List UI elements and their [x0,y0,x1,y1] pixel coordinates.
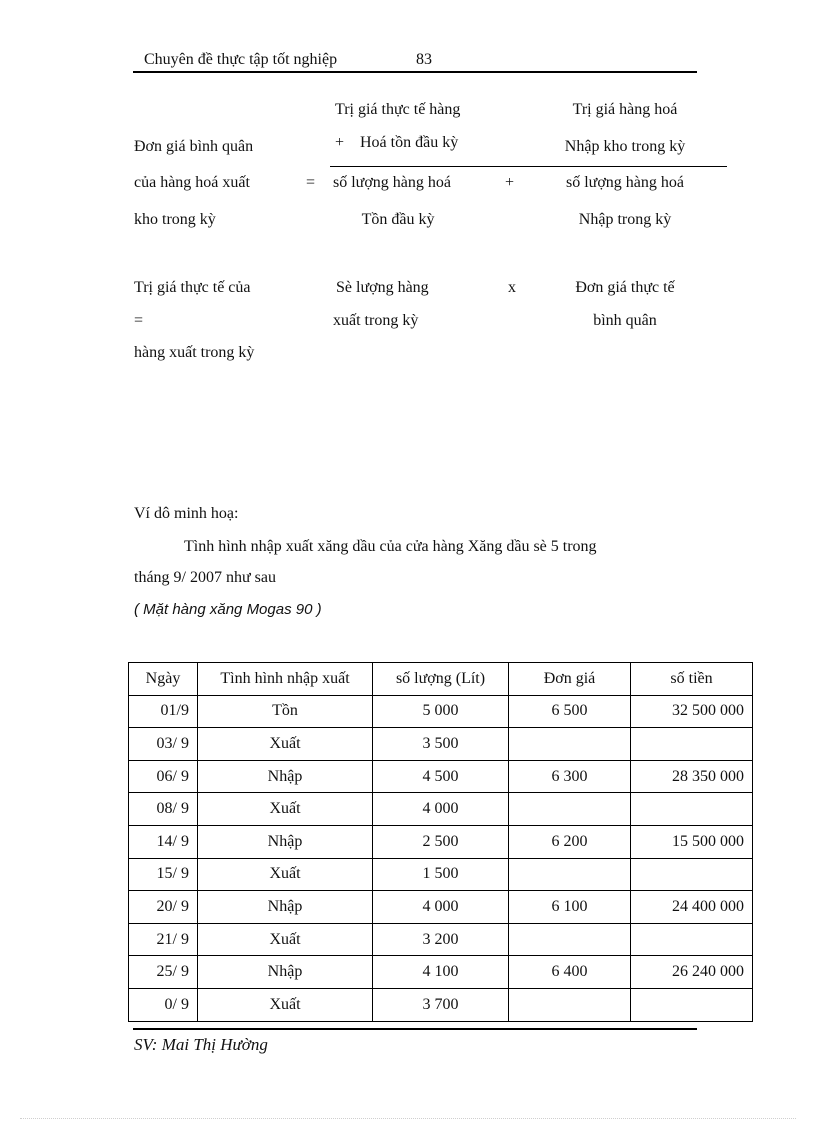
cell-date: 06/ 9 [129,760,198,793]
cell-status: Xuất [198,988,373,1021]
cell-unit-price: 6 200 [509,825,631,858]
formula1-fraction-bar [330,166,727,167]
cell-status: Nhập [198,956,373,989]
footer-author: SV: Mai Thị Hường [134,1035,268,1054]
document-title: Chuyên đề thực tập tốt nghiệp [144,51,338,68]
cell-quantity: 4 000 [373,793,509,826]
cell-unit-price [509,728,631,761]
cell-unit-price [509,858,631,891]
cell-unit-price [509,923,631,956]
cell-date: 0/ 9 [129,988,198,1021]
cell-date: 20/ 9 [129,891,198,924]
header-rule [133,71,697,73]
table-row [129,793,753,826]
header-date: Ngày [129,663,198,696]
cell-status: Xuất [198,923,373,956]
formula1-equals: = [306,174,316,191]
cell-status: Tồn [198,695,373,728]
table-row [129,695,753,728]
formula2-price-line1: Đơn giá thực tế [575,279,675,296]
cell-quantity: 5 000 [373,695,509,728]
cell-date: 01/9 [129,695,198,728]
formula1-den2-line1: số lượng hàng hoá [565,174,684,191]
formula1-num1-plus: + [335,134,345,151]
table-row [129,956,753,989]
cell-status: Xuất [198,858,373,891]
cell-amount: 26 240 000 [631,956,753,989]
cell-amount: 32 500 000 [631,695,753,728]
cell-status: Nhập [198,891,373,924]
table-header-row [129,663,753,696]
cell-quantity: 4 100 [373,956,509,989]
cell-amount [631,728,753,761]
formula1-den1-line1: số lượng hàng hoá [333,174,452,191]
cell-amount: 15 500 000 [631,825,753,858]
cell-status: Xuất [198,728,373,761]
cell-status: Xuất [198,793,373,826]
cell-date: 14/ 9 [129,825,198,858]
table-row [129,891,753,924]
example-intro-line2: tháng 9/ 2007 như sau [134,569,276,586]
header-status: Tình hình nhập xuất [198,663,373,696]
cell-amount: 28 350 000 [631,760,753,793]
cell-amount [631,793,753,826]
cell-unit-price [509,793,631,826]
cell-quantity: 2 500 [373,825,509,858]
header-quantity: số lượng (Lít) [373,663,509,696]
table-row [129,923,753,956]
cell-unit-price: 6 300 [509,760,631,793]
cell-quantity: 1 500 [373,858,509,891]
item-note: ( Mặt hàng xăng Mogas 90 ) [134,601,322,618]
formula2-price-line2: bình quân [593,312,657,329]
table-row [129,858,753,891]
table-row [129,760,753,793]
formula1-num2-line2: Nhập kho trong kỳ [564,138,686,155]
formula1-lhs-line3: kho trong kỳ [134,211,216,228]
cell-date: 21/ 9 [129,923,198,956]
page-number: 83 [416,51,432,68]
cell-unit-price: 6 400 [509,956,631,989]
cell-quantity: 3 700 [373,988,509,1021]
cell-amount [631,923,753,956]
example-intro-line1: Tình hình nhập xuất xăng dầu của cửa hàng Xăng dầu sè 5 trong [184,538,597,555]
example-heading: Ví dô minh hoạ: [134,505,239,522]
table-row [129,728,753,761]
cell-quantity: 4 500 [373,760,509,793]
cell-date: 15/ 9 [129,858,198,891]
table-row [129,988,753,1021]
cell-amount: 24 400 000 [631,891,753,924]
cell-quantity: 3 500 [373,728,509,761]
header-amount: số tiền [631,663,753,696]
cell-unit-price: 6 100 [509,891,631,924]
cell-date: 25/ 9 [129,956,198,989]
footer-rule [133,1028,697,1030]
header-unit-price: Đơn giá [509,663,631,696]
cell-date: 03/ 9 [129,728,198,761]
formula2-times: x [508,279,516,296]
formula2-equals: = [134,312,144,329]
cell-unit-price: 6 500 [509,695,631,728]
formula1-lhs-line2: của hàng hoá xuất [134,174,250,191]
formula1-num2-line1: Trị giá hàng hoá [572,101,678,118]
cell-amount [631,988,753,1021]
formula2-qty-line1: Sè lượng hàng [336,279,429,296]
formula2-lhs-line1: Trị giá thực tế của [134,279,251,296]
formula2-qty-line2: xuất trong kỳ [333,312,419,329]
cell-status: Nhập [198,825,373,858]
formula1-lhs-line1: Đơn giá bình quân [134,138,254,155]
cell-date: 08/ 9 [129,793,198,826]
cell-amount [631,858,753,891]
formula1-den-plus: + [505,174,515,191]
formula2-lhs-line2: hàng xuất trong kỳ [134,344,255,361]
table-row [129,825,753,858]
fuel-ledger-table [128,662,753,1022]
cell-unit-price [509,988,631,1021]
cell-quantity: 3 200 [373,923,509,956]
cell-quantity: 4 000 [373,891,509,924]
formula1-num1-line2: Hoá tồn đầu kỳ [360,134,459,151]
cell-status: Nhập [198,760,373,793]
page-bottom-border [20,1118,796,1119]
formula1-num1-line1: Trị giá thực tế hàng [335,101,461,118]
formula1-den1-line2: Tồn đầu kỳ [361,211,435,228]
formula1-den2-line2: Nhập trong kỳ [578,211,672,228]
